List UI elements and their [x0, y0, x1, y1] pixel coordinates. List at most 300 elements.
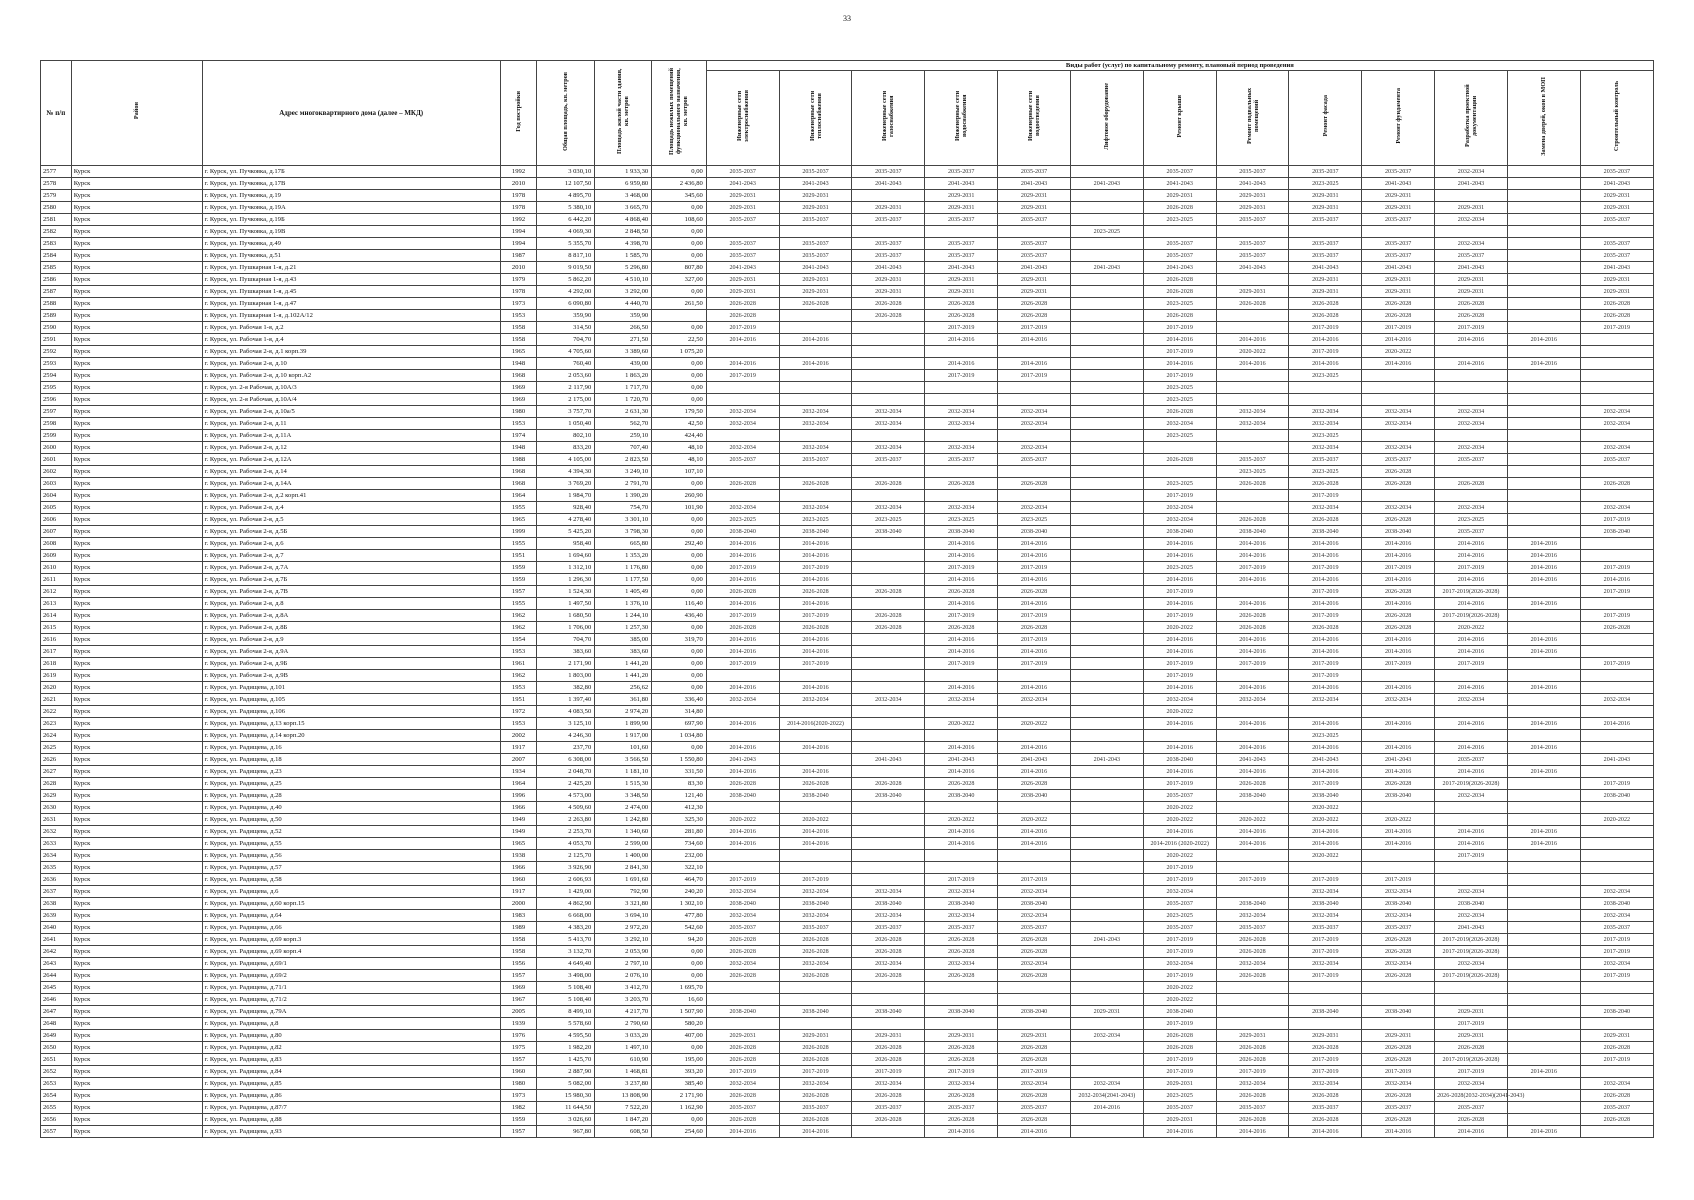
row-work-period: 2020-2022	[1435, 622, 1508, 634]
row-work-period	[998, 994, 1071, 1006]
row-work-period: 2032-2034	[998, 406, 1071, 418]
row-work-period: 2032-2034	[1070, 1030, 1143, 1042]
row-work-period: 2041-2043	[706, 178, 779, 190]
row-work-period: 2032-2034	[1435, 238, 1508, 250]
row-work-period: 2032-2034	[925, 910, 998, 922]
row-work-period: 2014-2016	[998, 358, 1071, 370]
row-address: г. Курск, ул. Радищева, д.71/1	[202, 982, 500, 994]
row-work-period: 2026-2028	[998, 778, 1071, 790]
row-work-period: 2026-2028	[706, 946, 779, 958]
row-work-period	[1507, 310, 1580, 322]
row-work-period: 2032-2034	[998, 886, 1071, 898]
row-work-period: 2032-2034	[1362, 1078, 1435, 1090]
row-number: 2616	[41, 634, 72, 646]
row-year: 1959	[500, 562, 536, 574]
row-work-period: 2026-2028	[1216, 610, 1289, 622]
row-work-period	[1580, 742, 1653, 754]
row-work-period: 2029-2031	[1362, 190, 1435, 202]
header-year: Год постройки	[500, 61, 536, 166]
row-work-period: 2026-2028	[852, 1090, 925, 1102]
row-area-total: 833,20	[537, 442, 595, 454]
row-work-period: 2014-2016	[1507, 718, 1580, 730]
row-work-period: 2014-2016	[925, 550, 998, 562]
row-work-period	[1580, 670, 1653, 682]
row-work-period	[852, 718, 925, 730]
row-work-period: 2026-2028	[1435, 298, 1508, 310]
row-work-period	[1070, 718, 1143, 730]
row-area-living: 1 400,00	[595, 850, 652, 862]
row-work-period: 2035-2037	[1216, 1102, 1289, 1114]
row-work-period: 2017-2019	[1435, 658, 1508, 670]
row-work-period: 2038-2040	[1289, 898, 1362, 910]
row-address: г. Курск, ул. Радищева, д.6	[202, 886, 500, 898]
row-region: Курск	[71, 1054, 202, 1066]
row-work-period: 2014-2016	[1289, 826, 1362, 838]
row-work-period: 2026-2028	[998, 1090, 1071, 1102]
row-work-period	[1143, 226, 1216, 238]
row-work-period: 2026-2028	[779, 970, 852, 982]
row-number: 2641	[41, 934, 72, 946]
table-row	[41, 1006, 1654, 1018]
row-work-period	[852, 766, 925, 778]
row-number: 2614	[41, 610, 72, 622]
row-number: 2594	[41, 370, 72, 382]
row-work-period	[1507, 166, 1580, 178]
row-address: г. Курск, ул. Радищева, д.13 корп.15	[202, 718, 500, 730]
row-work-period	[1070, 838, 1143, 850]
row-area-total: 6 090,80	[537, 298, 595, 310]
table-row	[41, 742, 1654, 754]
row-work-period	[852, 994, 925, 1006]
row-work-period	[779, 490, 852, 502]
row-address: г. Курск, ул. Рабочая 2-я, д.10а/5	[202, 406, 500, 418]
row-year: 1961	[500, 658, 536, 670]
row-region: Курск	[71, 874, 202, 886]
row-region: Курск	[71, 298, 202, 310]
row-work-period: 2014-2016	[1507, 562, 1580, 574]
row-work-period: 2026-2028	[779, 586, 852, 598]
row-work-period: 2026-2028	[1435, 1042, 1508, 1054]
row-work-period: 2026-2028	[1289, 1090, 1362, 1102]
row-address: г. Курск, ул. Пушкарная 1-я, д.47	[202, 298, 500, 310]
row-work-period	[1507, 778, 1580, 790]
row-area-total: 3 030,10	[537, 166, 595, 178]
table-row	[41, 934, 1654, 946]
row-work-period: 2017-2019	[1435, 1018, 1508, 1030]
row-work-period: 2026-2028	[1216, 514, 1289, 526]
row-area-total: 1 680,50	[537, 610, 595, 622]
row-work-period	[1362, 730, 1435, 742]
row-area-total: 1 524,30	[537, 586, 595, 598]
row-work-period: 2014-2016	[925, 574, 998, 586]
row-number: 2591	[41, 334, 72, 346]
row-work-period: 2032-2034	[998, 910, 1071, 922]
row-work-period	[1507, 694, 1580, 706]
row-area-nonresidential: 0,00	[652, 586, 707, 598]
row-work-period: 2026-2028	[706, 1054, 779, 1066]
row-area-living: 3 665,70	[595, 202, 652, 214]
row-area-living: 1 176,80	[595, 562, 652, 574]
row-work-period	[998, 430, 1071, 442]
row-area-nonresidential: 2 436,80	[652, 178, 707, 190]
row-region: Курск	[71, 382, 202, 394]
row-work-period: 2035-2037	[1216, 922, 1289, 934]
row-work-period: 2017-2019	[1435, 562, 1508, 574]
row-work-period	[1507, 730, 1580, 742]
row-work-period: 2014-2016	[1435, 766, 1508, 778]
row-work-period: 2014-2016	[779, 574, 852, 586]
row-work-period	[1362, 994, 1435, 1006]
row-region: Курск	[71, 802, 202, 814]
row-work-period: 2014-2016	[779, 1126, 852, 1138]
row-work-period: 2038-2040	[779, 790, 852, 802]
row-work-period	[779, 382, 852, 394]
table-row	[41, 1066, 1654, 1078]
row-work-period: 2038-2040	[1580, 1006, 1653, 1018]
row-work-period: 2029-2031	[706, 190, 779, 202]
row-work-period: 2014-2016	[706, 826, 779, 838]
row-work-period	[1070, 346, 1143, 358]
row-area-living: 1 441,20	[595, 658, 652, 670]
row-area-living: 1 244,10	[595, 610, 652, 622]
table-row	[41, 310, 1654, 322]
row-work-period: 2026-2028	[1362, 946, 1435, 958]
row-work-period	[1580, 766, 1653, 778]
row-work-period: 2035-2037	[706, 454, 779, 466]
row-work-period: 2014-2016	[1507, 742, 1580, 754]
row-work-period: 2023-2025	[779, 514, 852, 526]
row-work-period: 2014-2016	[1216, 646, 1289, 658]
table-row	[41, 598, 1654, 610]
table-row	[41, 442, 1654, 454]
row-work-period: 2029-2031	[1580, 190, 1653, 202]
row-area-living: 1 720,70	[595, 394, 652, 406]
row-work-period	[1507, 934, 1580, 946]
row-work-period: 2014-2016	[1362, 358, 1435, 370]
row-number: 2597	[41, 406, 72, 418]
row-work-period: 2020-2022	[1289, 850, 1362, 862]
row-work-period: 2014-2016	[1362, 574, 1435, 586]
row-work-period	[1216, 490, 1289, 502]
row-work-period: 2032-2034	[1362, 406, 1435, 418]
row-work-period	[1070, 550, 1143, 562]
row-region: Курск	[71, 766, 202, 778]
table-row	[41, 958, 1654, 970]
row-number: 2585	[41, 262, 72, 274]
row-area-living: 1 847,20	[595, 1114, 652, 1126]
row-work-period: 2017-2019(2026-2028)	[1435, 946, 1508, 958]
row-number: 2577	[41, 166, 72, 178]
row-work-period: 2020-2022	[1143, 706, 1216, 718]
row-work-period: 2032-2034	[779, 418, 852, 430]
row-work-period: 2035-2037	[1435, 1102, 1508, 1114]
row-work-period: 2014-2016	[779, 550, 852, 562]
row-year: 1980	[500, 406, 536, 418]
row-area-living: 5 296,80	[595, 262, 652, 274]
row-work-period: 2026-2028	[1580, 298, 1653, 310]
row-region: Курск	[71, 610, 202, 622]
row-work-period: 2026-2028	[779, 934, 852, 946]
row-work-period: 2026-2028	[1580, 1042, 1653, 1054]
row-work-period: 2038-2040	[1580, 790, 1653, 802]
row-work-period: 2014-2016	[1362, 538, 1435, 550]
row-work-period	[1435, 814, 1508, 826]
row-area-nonresidential: 0,00	[652, 226, 707, 238]
row-area-total: 3 026,60	[537, 1114, 595, 1126]
row-number: 2593	[41, 358, 72, 370]
row-work-period: 2032-2034	[1216, 418, 1289, 430]
header-area-nonresidential: Площадь нежилых помещений функционального назначения, кв. метров	[652, 61, 707, 166]
row-work-period	[925, 430, 998, 442]
row-work-period: 2032-2034	[1143, 958, 1216, 970]
header-work-type: Инженерные сети газоснабжения	[852, 71, 925, 166]
row-year: 1972	[500, 706, 536, 718]
row-year: 1953	[500, 418, 536, 430]
row-work-period: 2038-2040	[925, 790, 998, 802]
row-region: Курск	[71, 658, 202, 670]
row-work-period	[1070, 646, 1143, 658]
row-work-period	[1435, 226, 1508, 238]
row-work-period: 2026-2028	[1580, 310, 1653, 322]
row-work-period: 2017-2019	[779, 874, 852, 886]
table-row	[41, 298, 1654, 310]
row-area-total: 2 606,93	[537, 874, 595, 886]
row-work-period	[779, 754, 852, 766]
row-work-period	[1507, 370, 1580, 382]
row-work-period: 2014-2016	[925, 646, 998, 658]
row-work-period: 2038-2040	[779, 526, 852, 538]
row-work-period: 2014-2016	[998, 574, 1071, 586]
row-work-period	[779, 370, 852, 382]
row-number: 2581	[41, 214, 72, 226]
row-work-period: 2014-2016	[1435, 1126, 1508, 1138]
row-area-total: 1 984,70	[537, 490, 595, 502]
row-work-period: 2032-2034	[925, 418, 998, 430]
row-address: г. Курск, ул. Радищева, д.14 корп.20	[202, 730, 500, 742]
row-work-period: 2014-2016	[1289, 574, 1362, 586]
row-area-living: 1 691,60	[595, 874, 652, 886]
row-work-period: 2014-2016	[1362, 634, 1435, 646]
row-address: г. Курск, ул. 2-я Рабочая, д.10А/3	[202, 382, 500, 394]
row-area-nonresidential: 0,00	[652, 250, 707, 262]
row-address: г. Курск, ул. Радищева, д.52	[202, 826, 500, 838]
row-work-period: 2026-2028	[925, 478, 998, 490]
row-work-period: 2041-2043	[852, 262, 925, 274]
row-work-period	[1580, 982, 1653, 994]
row-area-nonresidential: 325,30	[652, 814, 707, 826]
row-work-period: 2017-2019	[1143, 946, 1216, 958]
row-work-period: 2017-2019	[1143, 874, 1216, 886]
row-region: Курск	[71, 274, 202, 286]
row-work-period: 2017-2019	[779, 610, 852, 622]
row-region: Курск	[71, 754, 202, 766]
row-work-period: 2035-2037	[852, 238, 925, 250]
row-work-period: 2020-2022	[1289, 802, 1362, 814]
row-work-period	[706, 466, 779, 478]
row-work-period	[1435, 670, 1508, 682]
row-work-period: 2032-2034	[1362, 418, 1435, 430]
row-work-period: 2017-2019(2026-2028)	[1435, 934, 1508, 946]
row-work-period: 2026-2028	[1216, 778, 1289, 790]
row-work-period	[852, 226, 925, 238]
row-work-period	[1507, 346, 1580, 358]
row-work-period: 2035-2037	[925, 454, 998, 466]
row-work-period: 2026-2028	[852, 610, 925, 622]
row-number: 2636	[41, 874, 72, 886]
row-work-period	[1070, 694, 1143, 706]
row-work-period	[1507, 790, 1580, 802]
row-area-living: 439,00	[595, 358, 652, 370]
row-work-period: 2035-2037	[852, 214, 925, 226]
row-work-period: 2038-2040	[1362, 790, 1435, 802]
row-work-period	[1070, 526, 1143, 538]
row-work-period	[1507, 1102, 1580, 1114]
row-work-period: 2032-2034	[1216, 694, 1289, 706]
row-work-period: 2014-2016	[925, 538, 998, 550]
row-address: г. Курск, ул. Радищева, д.69 корп.4	[202, 946, 500, 958]
row-work-period: 2029-2031	[706, 1030, 779, 1042]
row-area-living: 2 841,30	[595, 862, 652, 874]
row-area-total: 2 887,90	[537, 1066, 595, 1078]
row-work-period: 2026-2028	[1362, 778, 1435, 790]
row-number: 2588	[41, 298, 72, 310]
row-work-period	[1580, 334, 1653, 346]
row-area-total: 5 380,10	[537, 202, 595, 214]
row-work-period	[925, 466, 998, 478]
row-work-period: 2026-2028	[998, 478, 1071, 490]
row-work-period	[1580, 346, 1653, 358]
row-work-period: 2032-2034	[1580, 694, 1653, 706]
row-work-period: 2029-2031	[1435, 202, 1508, 214]
table-row	[41, 214, 1654, 226]
row-number: 2632	[41, 826, 72, 838]
row-work-period: 2026-2028	[852, 1054, 925, 1066]
row-work-period: 2035-2037	[1435, 250, 1508, 262]
row-year: 1965	[500, 514, 536, 526]
row-work-period: 2029-2031	[1580, 274, 1653, 286]
row-year: 1953	[500, 682, 536, 694]
table-row	[41, 334, 1654, 346]
row-area-nonresidential: 42,50	[652, 418, 707, 430]
row-area-living: 3 389,60	[595, 346, 652, 358]
row-number: 2609	[41, 550, 72, 562]
row-year: 1960	[500, 1066, 536, 1078]
row-work-period	[1216, 586, 1289, 598]
row-area-nonresidential: 0,00	[652, 970, 707, 982]
table-row	[41, 490, 1654, 502]
row-area-total: 6 442,20	[537, 214, 595, 226]
row-work-period: 2014-2016	[779, 634, 852, 646]
row-area-living: 2 848,50	[595, 226, 652, 238]
row-work-period: 2026-2028	[706, 478, 779, 490]
row-work-period: 2029-2031	[1216, 1030, 1289, 1042]
row-work-period: 2014-2016	[1289, 634, 1362, 646]
row-number: 2580	[41, 202, 72, 214]
row-work-period: 2026-2028	[1143, 454, 1216, 466]
row-work-period: 2026-2028	[998, 1114, 1071, 1126]
row-work-period	[1070, 958, 1143, 970]
table-row	[41, 622, 1654, 634]
row-work-period: 2017-2019	[998, 322, 1071, 334]
table-row	[41, 1102, 1654, 1114]
row-area-living: 1 441,20	[595, 670, 652, 682]
row-area-total: 383,60	[537, 646, 595, 658]
row-region: Курск	[71, 634, 202, 646]
row-work-period	[1435, 190, 1508, 202]
row-work-period: 2032-2034	[706, 694, 779, 706]
row-work-period	[998, 346, 1071, 358]
row-work-period: 2017-2019	[706, 370, 779, 382]
row-work-period: 2017-2019	[1289, 346, 1362, 358]
row-work-period: 2014-2016	[1507, 838, 1580, 850]
row-number: 2600	[41, 442, 72, 454]
row-work-period	[998, 394, 1071, 406]
row-area-total: 9 019,50	[537, 262, 595, 274]
row-work-period: 2035-2037	[706, 250, 779, 262]
row-work-period: 2026-2028	[852, 586, 925, 598]
row-work-period: 2014-2016	[1289, 766, 1362, 778]
row-work-period	[779, 322, 852, 334]
row-work-period: 2014-2016	[779, 826, 852, 838]
row-work-period	[706, 346, 779, 358]
row-work-period: 2014-2016	[1216, 634, 1289, 646]
row-work-period: 2014-2016	[925, 358, 998, 370]
row-work-period: 2035-2037	[1289, 454, 1362, 466]
row-area-nonresidential: 240,20	[652, 886, 707, 898]
row-work-period	[1580, 874, 1653, 886]
row-area-nonresidential: 1 550,80	[652, 754, 707, 766]
row-year: 1960	[500, 874, 536, 886]
row-work-period: 2020-2022	[998, 814, 1071, 826]
row-address: г. Курск, ул. Рабочая 2-я, д.7	[202, 550, 500, 562]
row-area-total: 4 246,30	[537, 730, 595, 742]
row-work-period: 2041-2043	[852, 754, 925, 766]
row-work-period	[1507, 430, 1580, 442]
row-work-period	[925, 670, 998, 682]
row-work-period: 2017-2019	[1143, 370, 1216, 382]
row-area-living: 1 917,00	[595, 730, 652, 742]
row-work-period: 2032-2034	[1435, 694, 1508, 706]
row-work-period	[925, 994, 998, 1006]
row-work-period: 2026-2028	[1580, 1090, 1653, 1102]
row-work-period	[852, 538, 925, 550]
row-work-period: 2014-2016	[1070, 1102, 1143, 1114]
row-area-nonresidential: 195,00	[652, 1054, 707, 1066]
row-work-period	[1507, 490, 1580, 502]
row-work-period: 2014-2016	[1507, 634, 1580, 646]
header-work-type: Ремонт фасада	[1289, 71, 1362, 166]
row-year: 1968	[500, 466, 536, 478]
row-work-period	[1507, 982, 1580, 994]
row-area-living: 1 497,10	[595, 1042, 652, 1054]
row-work-period	[706, 394, 779, 406]
row-work-period	[779, 1018, 852, 1030]
row-work-period	[1216, 862, 1289, 874]
row-work-period	[1070, 802, 1143, 814]
row-number: 2606	[41, 514, 72, 526]
row-work-period: 2014-2016	[1362, 718, 1435, 730]
row-work-period: 2041-2043	[1435, 922, 1508, 934]
row-address: г. Курск, ул. Радищева, д.93	[202, 1126, 500, 1138]
row-area-nonresidential: 83,30	[652, 778, 707, 790]
row-work-period	[1070, 466, 1143, 478]
row-work-period: 2014-2016	[779, 838, 852, 850]
row-region: Курск	[71, 622, 202, 634]
row-work-period: 2035-2037	[998, 250, 1071, 262]
row-work-period	[706, 862, 779, 874]
row-work-period: 2038-2040	[998, 1006, 1071, 1018]
row-region: Курск	[71, 166, 202, 178]
